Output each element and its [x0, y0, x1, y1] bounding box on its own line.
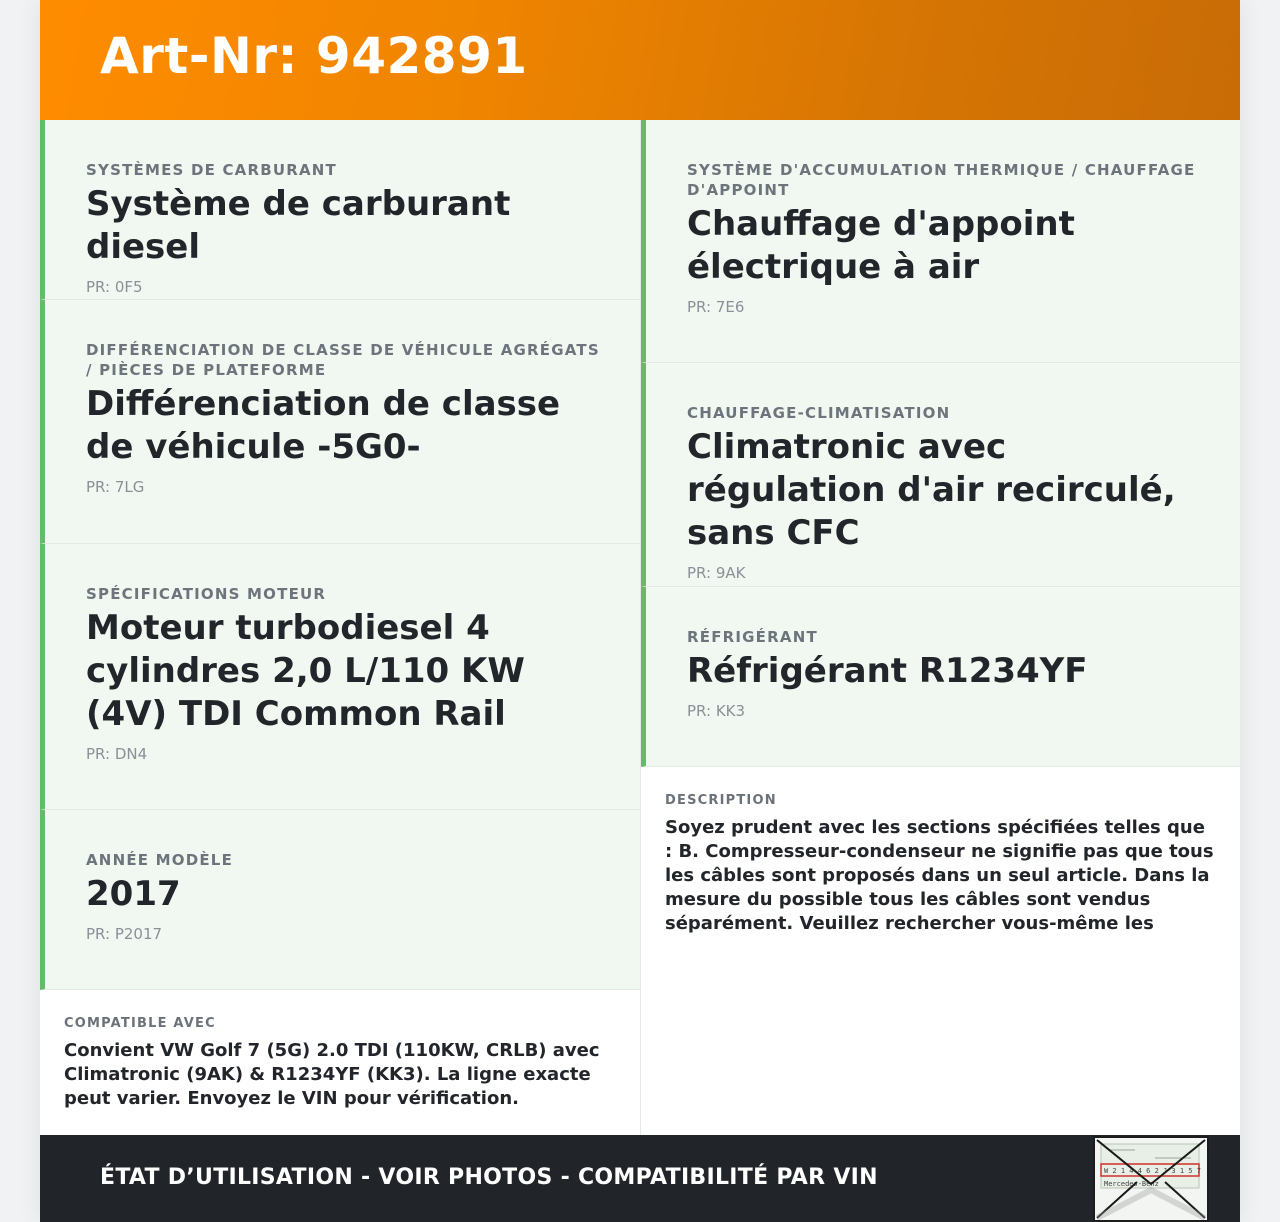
spec-card-model-year	[40, 810, 640, 990]
spec-category: ANNÉE MODÈLE	[86, 851, 234, 869]
article-number-title: Art-Nr: 942891	[100, 27, 528, 85]
description-label: DESCRIPTION	[665, 793, 777, 808]
svg-text:Mercedes-Benz: Mercedes-Benz	[1104, 1180, 1159, 1188]
spec-category: SPÉCIFICATIONS MOTEUR	[86, 585, 327, 603]
spec-card-climate	[641, 363, 1240, 587]
spec-card-engine	[40, 544, 640, 810]
product-sheet	[40, 0, 1240, 1222]
spec-pr-code: PR: P2017	[86, 925, 163, 943]
spec-pr-code: PR: 7E6	[687, 298, 745, 316]
envelope-vin-label-graphic	[1095, 1138, 1207, 1220]
spec-category: SYSTÈMES DE CARBURANT	[86, 161, 337, 179]
spec-title: Climatronic avec régulation d'air recirculé, sans CFC	[687, 427, 1176, 553]
spec-category: RÉFRIGÉRANT	[687, 628, 818, 646]
header-bar	[40, 0, 1240, 120]
spec-pr-code: PR: KK3	[687, 702, 746, 720]
spec-title: Chauffage d'appoint électrique à air	[687, 204, 1075, 287]
spec-category: CHAUFFAGE-CLIMATISATION	[687, 404, 951, 422]
spec-card-vehicle-class	[40, 300, 640, 544]
footer-bar	[40, 1135, 1240, 1222]
spec-category: DIFFÉRENCIATION DE CLASSE DE VÉHICULE AGRÉGATS / PIÈCES DE PLATEFORME	[86, 341, 600, 379]
spec-title: Système de carburant diesel	[86, 184, 511, 267]
spec-title: Réfrigérant R1234YF	[687, 651, 1088, 691]
svg-text:W 2 1 4 4 6 2 J 3 1 5 7: W 2 1 4 4 6 2 J 3 1 5 7	[1104, 1167, 1201, 1175]
spec-card-refrigerant	[641, 587, 1240, 767]
spec-title: Moteur turbodiesel 4 cylindres 2,0 L/110 KW (4V) TDI Common Rail	[86, 608, 525, 734]
spec-card-auxiliary-heating	[641, 120, 1240, 363]
spec-pr-code: PR: 7LG	[86, 478, 145, 496]
spec-pr-code: PR: 9AK	[687, 564, 746, 582]
description-section	[641, 767, 1240, 1135]
spec-title: 2017	[86, 874, 181, 914]
description-text: Soyez prudent avec les sections spécifiées telles que : B. Compresseur-condenseur ne signifie pas que tous les câbles sont proposés dans un seul article. Dans la mesure du possible tous les câbles sont vendus séparément. Veuillez rechercher vous-même les	[665, 817, 1214, 934]
right-column	[640, 120, 1240, 1135]
footer-condition-text: ÉTAT D’UTILISATION - VOIR PHOTOS - COMPATIBILITÉ PAR VIN	[100, 1165, 878, 1190]
spec-category: SYSTÈME D'ACCUMULATION THERMIQUE / CHAUFFAGE D'APPOINT	[687, 161, 1196, 199]
envelope-vin-label-icon	[1093, 1136, 1209, 1222]
left-column	[40, 120, 640, 1135]
compatible-label: COMPATIBLE AVEC	[64, 1016, 216, 1031]
spec-pr-code: PR: DN4	[86, 745, 148, 763]
spec-card-fuel-system	[40, 120, 640, 300]
compatible-section	[40, 990, 640, 1135]
spec-title: Différenciation de classe de véhicule -5G0-	[86, 384, 561, 467]
spec-pr-code: PR: 0F5	[86, 278, 143, 296]
compatible-text: Convient VW Golf 7 (5G) 2.0 TDI (110KW, CRLB) avec Climatronic (9AK) & R1234YF (KK3). La ligne exacte peut varier. Envoyez le VIN pour vérification.	[64, 1040, 600, 1109]
